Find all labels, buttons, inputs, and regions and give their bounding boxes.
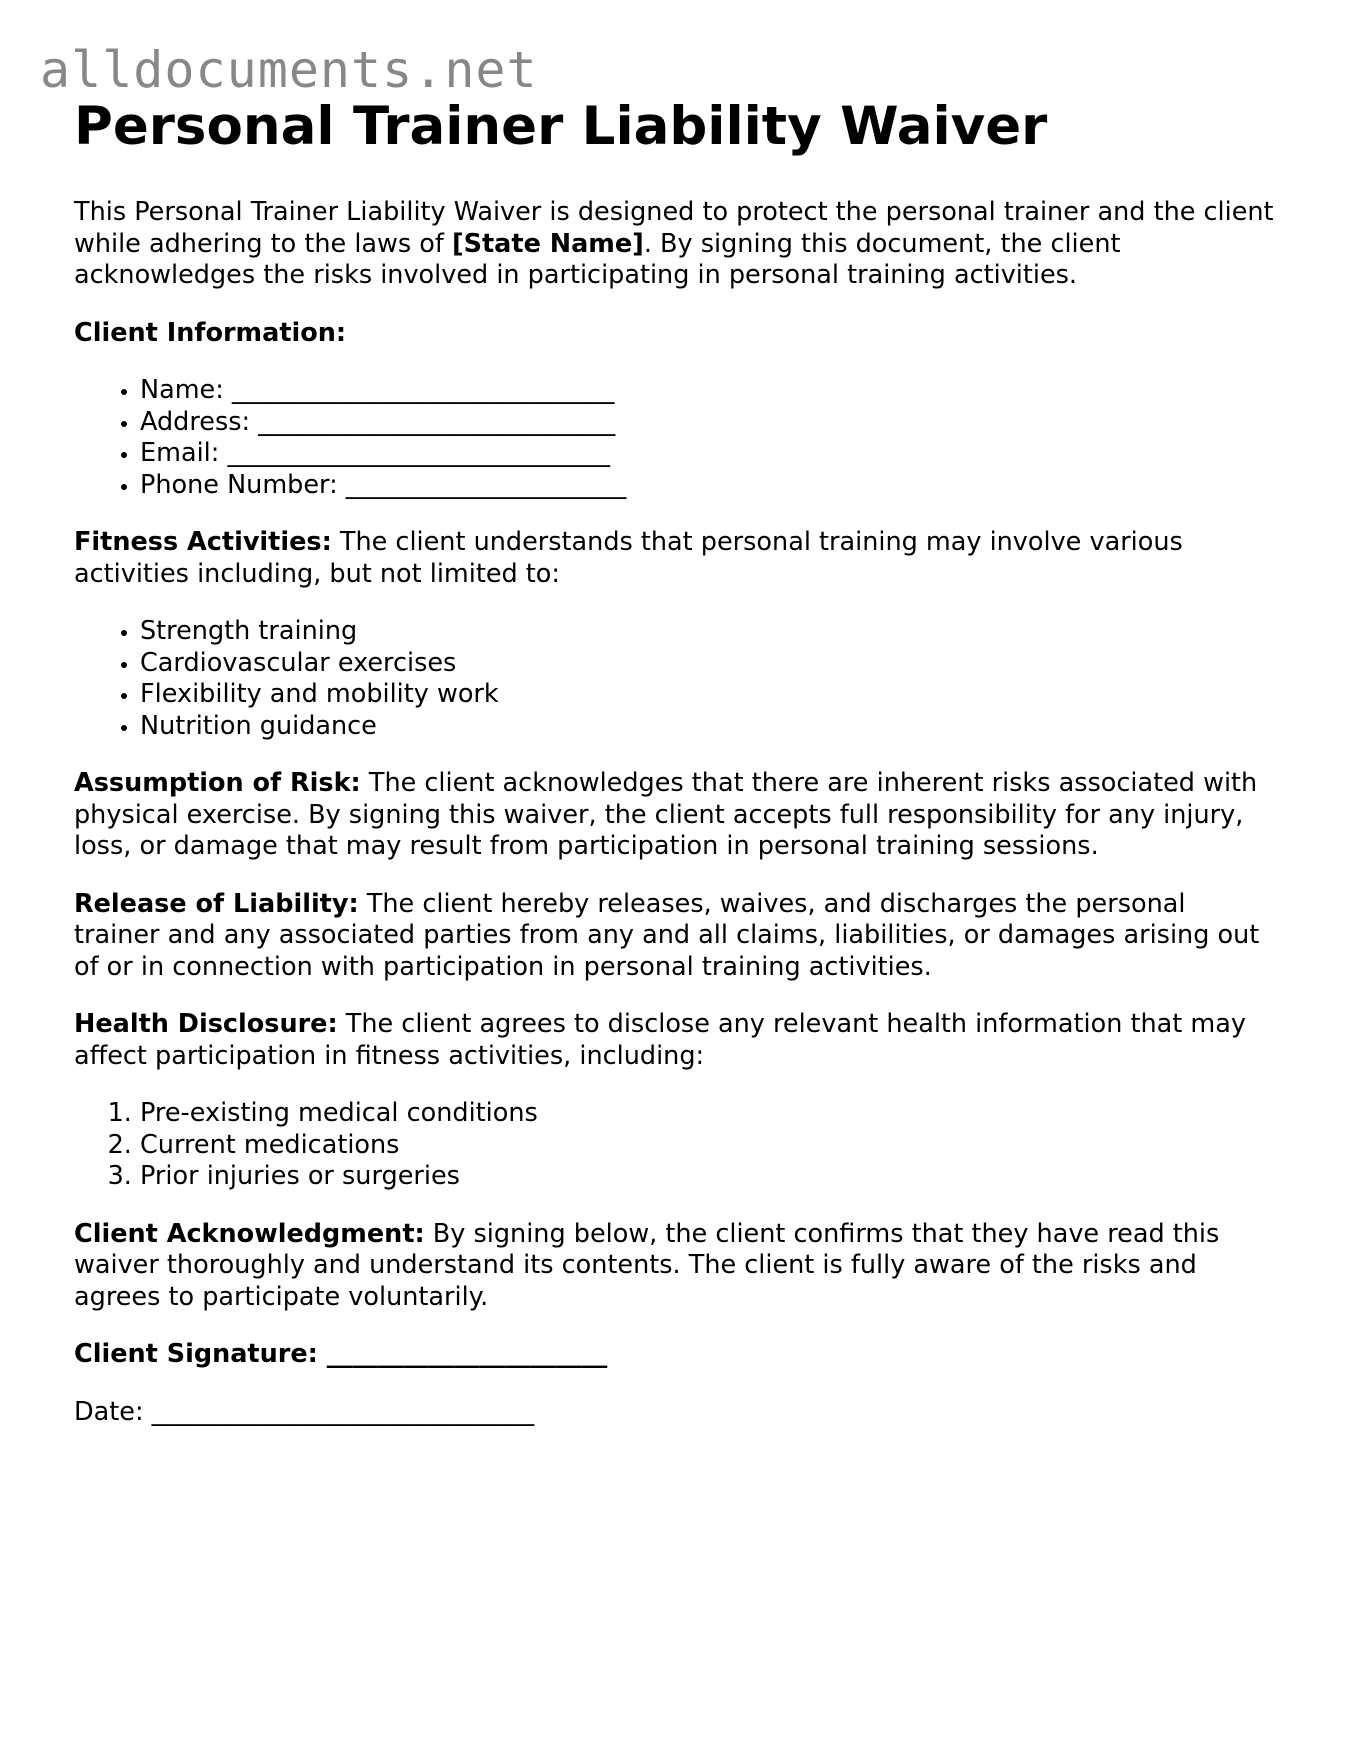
health-disclosure-paragraph (74, 1009, 1274, 1072)
intro-text-after: . By signing this document, the client acknowledges the risks involved in participating in personal training activities. (74, 228, 1121, 290)
fitness-activities-text: The client understands that personal training may involve various activities including, but not limited to: (74, 527, 1183, 589)
fitness-activities-paragraph (74, 527, 1274, 590)
list-item: 2. Current medications (140, 1130, 1274, 1162)
client-acknowledgment-label: Client Acknowledgment: (74, 1218, 425, 1249)
client-info-list (74, 375, 1274, 501)
fitness-activities-label: Fitness Activities: (74, 527, 332, 557)
list-item: 1. Pre-existing medical conditions (140, 1098, 1274, 1130)
client-acknowledgment-text: By signing below, the client confirms that they have read this waiver thoroughly and understand its contents. The client is fully aware of the risks and agrees to participate voluntarily. (74, 1218, 1220, 1312)
state-name-placeholder: [State Name] (451, 228, 644, 259)
name-field: • Name: ______________________________ (140, 375, 1274, 407)
client-info-heading: Client Information: (74, 317, 347, 348)
intro-paragraph (74, 197, 1274, 292)
assumption-of-risk-paragraph (74, 768, 1274, 863)
health-disclosure-label: Health Disclosure: (74, 1009, 338, 1039)
email-field: • Email: ______________________________ (140, 438, 1274, 470)
document-title: Personal Trainer Liability Waiver (74, 96, 1048, 157)
list-item: 3. Prior injuries or surgeries (140, 1161, 1274, 1193)
fitness-activities-list (74, 616, 1274, 742)
assumption-of-risk-label: Assumption of Risk: (74, 768, 361, 798)
address-field: • Address: ____________________________ (140, 407, 1274, 439)
document-body (74, 96, 1274, 1454)
list-item: • Flexibility and mobility work (140, 679, 1274, 711)
health-disclosure-text: The client agrees to disclose any relevant health information that may affect participation in fitness activities, including: (74, 1009, 1246, 1071)
list-item: • Strength training (140, 616, 1274, 648)
release-of-liability-label: Release of Liability: (74, 888, 359, 919)
phone-number-field: • Phone Number: ______________________ (140, 470, 1274, 502)
health-disclosure-list (74, 1098, 1274, 1193)
intro-text-before: This Personal Trainer Liability Waiver is designed to protect the personal trainer and the client while adhering to the laws of (74, 197, 1274, 259)
list-item: • Cardiovascular exercises (140, 648, 1274, 680)
watermark: alldocuments.net (40, 41, 538, 99)
assumption-of-risk-text: The client acknowledges that there are inherent risks associated with physical exercise. By signing this waiver, the client accepts full responsibility for any injury, loss, or damage that may result from participation in personal training sessions. (74, 768, 1258, 861)
client-acknowledgment-paragraph (74, 1219, 1274, 1314)
release-of-liability-paragraph (74, 889, 1274, 984)
release-of-liability-text: The client hereby releases, waives, and discharges the personal trainer and any associated parties from any and all claims, liabilities, or damages arising out of or in connection with participation in personal training activities. (74, 888, 1260, 982)
list-item: • Nutrition guidance (140, 711, 1274, 743)
client-signature-line: Client Signature: ______________________ (74, 1339, 608, 1369)
date-line: Date: ______________________________ (74, 1396, 535, 1427)
